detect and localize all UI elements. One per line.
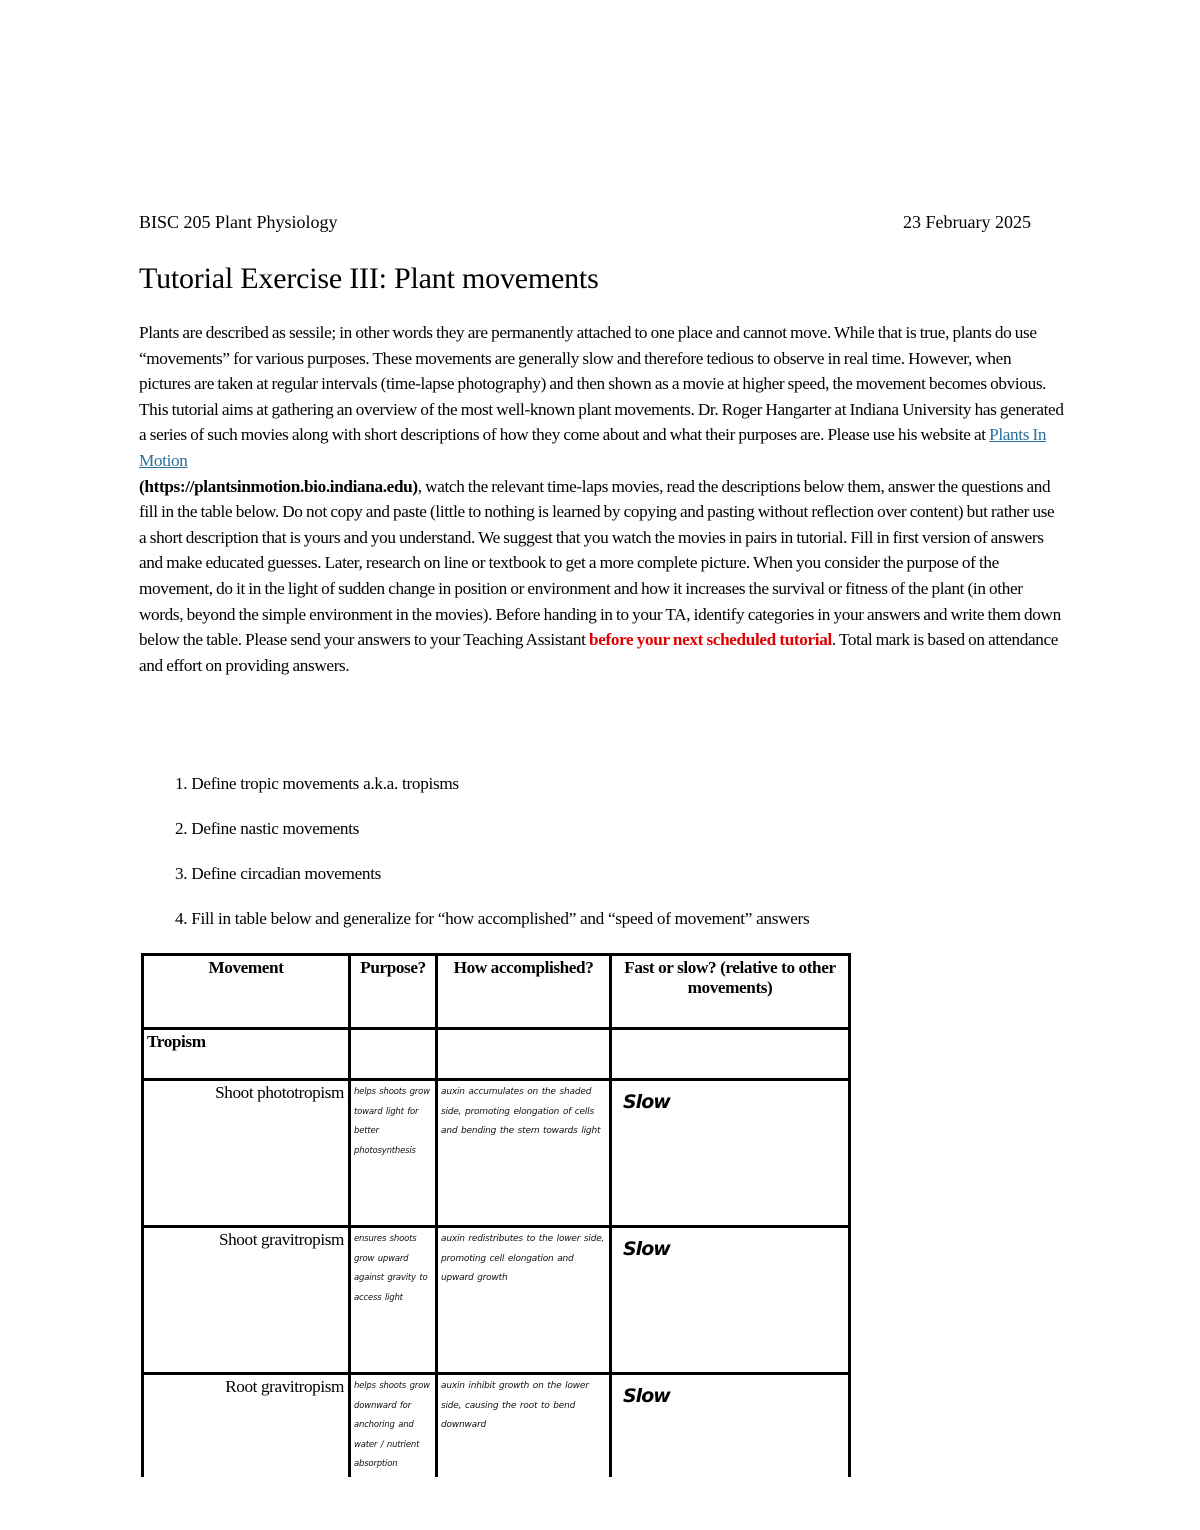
plants-in-motion-link[interactable]: Plants In Motion xyxy=(139,425,1047,470)
header-purpose: Purpose? xyxy=(350,955,437,1029)
how-answer[interactable]: auxin accumulates on the shaded side, promoting elongation of cells and bending the stem towards light xyxy=(437,1080,611,1227)
how-answer[interactable]: auxin redistributes to the lower side, promoting cell elongation and upward growth xyxy=(437,1227,611,1374)
purpose-answer[interactable]: helps shoots grow downward for anchoring and water / nutrient absorption xyxy=(350,1374,437,1478)
movement-name: Shoot phototropism xyxy=(143,1080,350,1227)
table-header-row xyxy=(143,955,850,1029)
question-3: 3. Define circadian movements xyxy=(175,864,382,883)
table-cell xyxy=(350,1029,437,1080)
movements-table xyxy=(141,953,851,1477)
movement-name: Root gravitropism xyxy=(143,1374,350,1478)
website-url: (https://plantsinmotion.bio.indiana.edu) xyxy=(139,476,418,496)
speed-cell[interactable] xyxy=(611,1227,850,1374)
question-2: 2. Define nastic movements xyxy=(175,819,360,838)
table-row xyxy=(143,1080,850,1227)
table-cell xyxy=(437,1029,611,1080)
intro-paragraph xyxy=(139,320,1064,678)
intro-text-3: . Total mark is based on attendance and effort on providing answers. xyxy=(139,630,1059,675)
speed-answer: Slow xyxy=(623,1091,670,1113)
page-title: Tutorial Exercise III: Plant movements xyxy=(139,262,599,295)
question-1: 1. Define tropic movements a.k.a. tropisms xyxy=(175,774,459,793)
course-name: BISC 205 Plant Physiology xyxy=(139,212,338,232)
header-speed: Fast or slow? (relative to other movements) xyxy=(611,955,850,1029)
intro-text-2: , watch the relevant time-laps movies, read the descriptions below them, answer the questions and fill in the table below. Do not copy and paste (little to nothing is learned by copying and pasting without reflection over content) but rather use a short description that is yours and you understand. We suggest that you watch the movies in pairs in tutorial. Fill in first version of answers and make educated guesses. Later, research on line or textbook to get a more complete picture. When you consider the purpose of the movement, do it in the light of sudden change in position or environment and how it increases the survival or fitness of the plant (in other words, beyond the simple environment in the movies). Before handing in to your TA, identify categories in your answers and write them down below the table. Please send your answers to your Teaching Assistant xyxy=(139,476,1061,650)
table-row xyxy=(143,1227,850,1374)
table-row xyxy=(143,1029,850,1080)
table-cell xyxy=(611,1029,850,1080)
how-answer[interactable]: auxin inhibit growth on the lower side, causing the root to bend downward xyxy=(437,1374,611,1478)
speed-answer: Slow xyxy=(623,1385,670,1407)
speed-cell[interactable] xyxy=(611,1374,850,1478)
purpose-answer[interactable]: ensures shoots grow upward against gravity to access light xyxy=(350,1227,437,1374)
question-4: 4. Fill in table below and generalize for “how accomplished” and “speed of movement” answers xyxy=(175,909,810,928)
question-list xyxy=(175,772,809,952)
header-movement: Movement xyxy=(143,955,350,1029)
deadline-highlight: before your next scheduled tutorial xyxy=(588,630,832,650)
movement-name: Shoot gravitropism xyxy=(143,1227,350,1374)
purpose-answer[interactable]: helps shoots grow toward light for better photosynthesis xyxy=(350,1080,437,1227)
header-how: How accomplished? xyxy=(437,955,611,1029)
table-row xyxy=(143,1374,850,1478)
category-tropism: Tropism xyxy=(143,1029,350,1080)
speed-answer: Slow xyxy=(623,1238,670,1260)
intro-text-1: Plants are described as sessile; in other words they are permanently attached to one place and cannot move. While that is true, plants do use “movements” for various purposes. These movements are generally slow and therefore tedious to observe in real time. However, when pictures are taken at regular intervals (time-lapse photography) and then shown as a movie at higher speed, the movement becomes obvious. This tutorial aims at gathering an overview of the most well-known plant movements. Dr. Roger Hangarter at Indiana University has generated a series of such movies along with short descriptions of how they come about and what their purposes are. Please use his website at xyxy=(139,323,1064,445)
document-date: 23 February 2025 xyxy=(903,212,1031,232)
document-header xyxy=(139,212,1031,236)
speed-cell[interactable] xyxy=(611,1080,850,1227)
